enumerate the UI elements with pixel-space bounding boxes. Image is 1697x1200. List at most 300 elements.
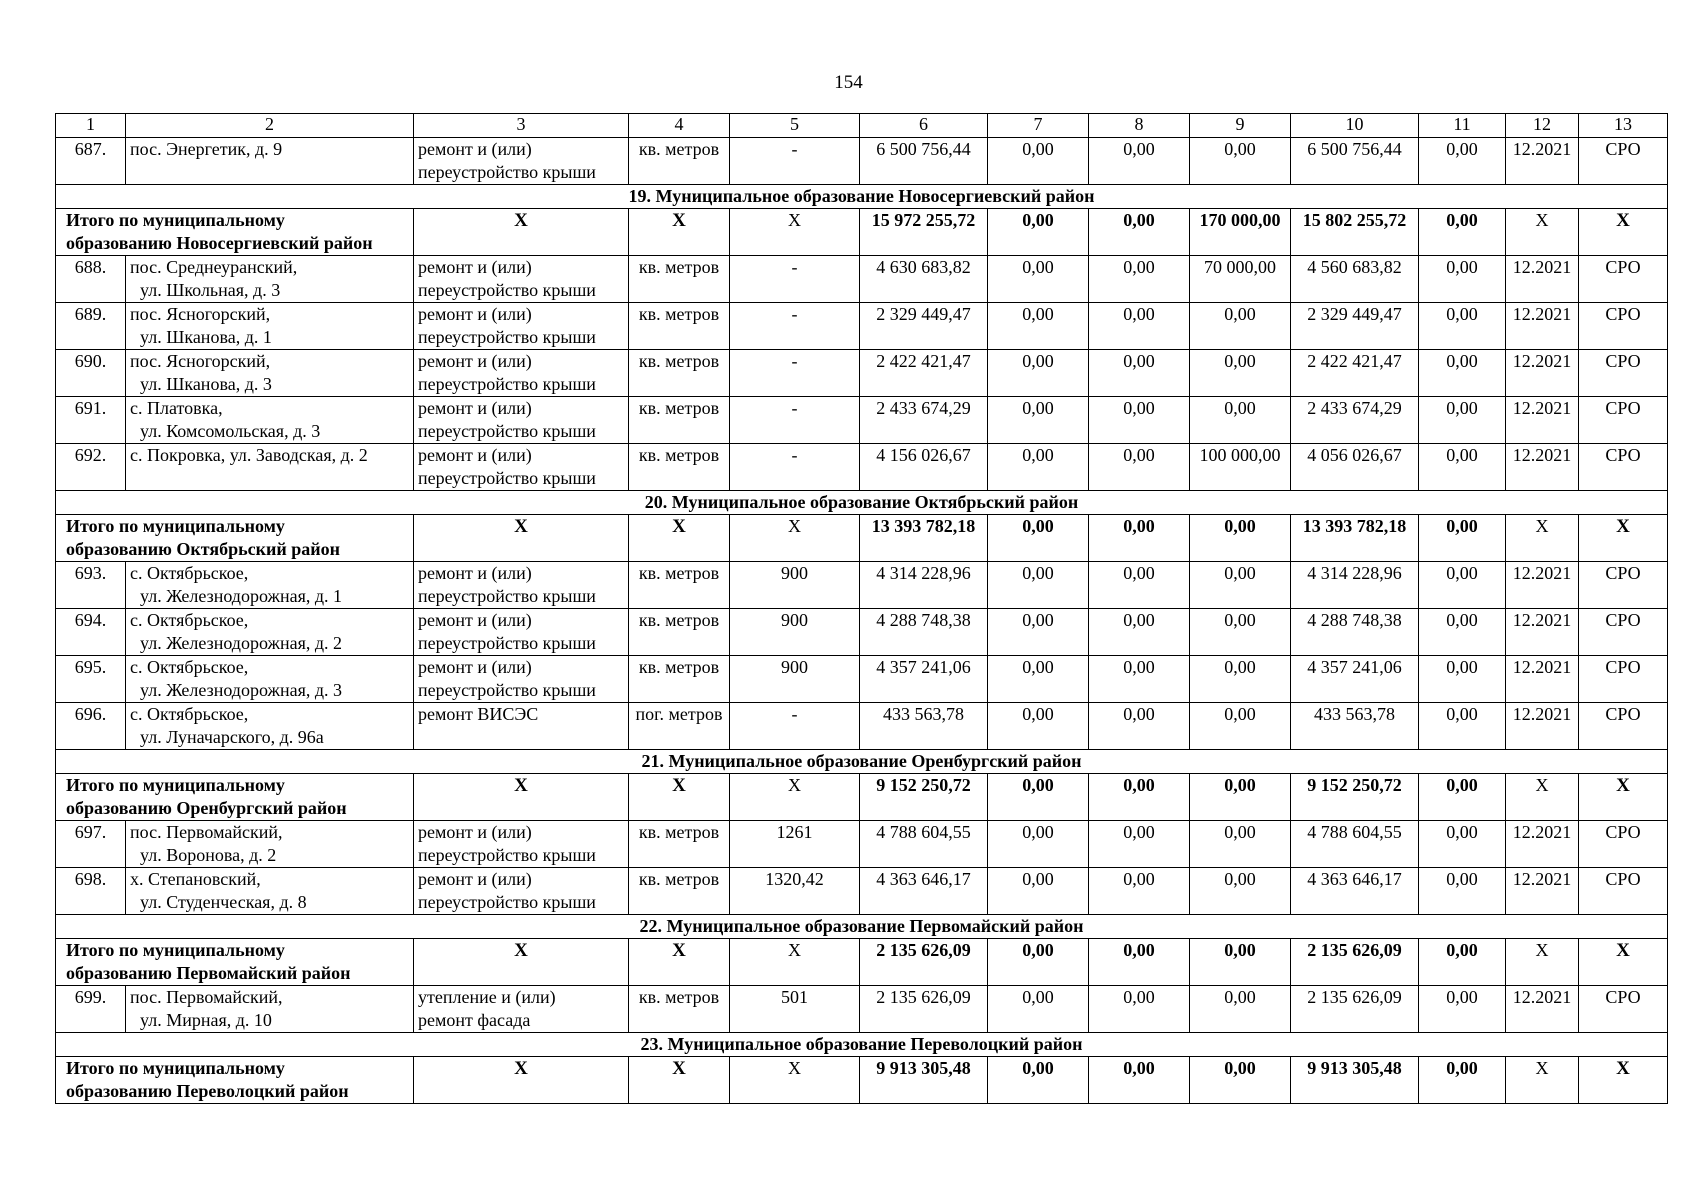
subtotal-volume: Х bbox=[730, 515, 860, 562]
volume-cell: 900 bbox=[730, 609, 860, 656]
volume-cell: - bbox=[730, 138, 860, 185]
deadline-cell: 12.2021 bbox=[1506, 986, 1579, 1033]
work-type-cell bbox=[414, 868, 629, 915]
work-type-line: переустройство крыши bbox=[418, 633, 596, 653]
subtotal-cost-col9: 0,00 bbox=[1190, 515, 1291, 562]
row-number: 697. bbox=[56, 821, 126, 868]
unit-cell: кв. метров bbox=[629, 821, 730, 868]
work-type-line: переустройство крыши bbox=[418, 845, 596, 865]
total-cost-cell: 4 363 646,17 bbox=[860, 868, 988, 915]
subtotal-cost-col11: 0,00 bbox=[1419, 1057, 1506, 1104]
cost-col9-cell: 0,00 bbox=[1190, 609, 1291, 656]
work-type-line: переустройство крыши bbox=[418, 374, 596, 394]
work-type-cell bbox=[414, 256, 629, 303]
subtotal-total-cost: 15 972 255,72 bbox=[860, 209, 988, 256]
section-title: 19. Муниципальное образование Новосергиевский район bbox=[56, 185, 1668, 209]
table-row bbox=[56, 656, 1668, 703]
subtotal-volume: Х bbox=[730, 1057, 860, 1104]
subtotal-label-line: образованию Октябрьский район bbox=[66, 539, 341, 559]
work-type-line: переустройство крыши bbox=[418, 892, 596, 912]
cost-col10-cell: 2 422 421,47 bbox=[1291, 350, 1419, 397]
work-type-line: переустройство крыши bbox=[418, 421, 596, 441]
cost-col9-cell: 0,00 bbox=[1190, 868, 1291, 915]
subtotal-volume: Х bbox=[730, 209, 860, 256]
address-cell bbox=[126, 986, 414, 1033]
cost-col10-cell: 6 500 756,44 bbox=[1291, 138, 1419, 185]
cost-col11-cell: 0,00 bbox=[1419, 986, 1506, 1033]
cost-col7-cell: 0,00 bbox=[988, 986, 1089, 1033]
subtotal-label-line: Итого по муниципальному bbox=[66, 516, 285, 536]
subtotal-total-cost: 2 135 626,09 bbox=[860, 939, 988, 986]
unit-cell: кв. метров bbox=[629, 138, 730, 185]
table-row bbox=[56, 256, 1668, 303]
subtotal-cost-col8: 0,00 bbox=[1089, 774, 1190, 821]
subtotal-cost-col8: 0,00 bbox=[1089, 1057, 1190, 1104]
table-row bbox=[56, 868, 1668, 915]
cost-col9-cell: 100 000,00 bbox=[1190, 444, 1291, 491]
cost-col8-cell: 0,00 bbox=[1089, 656, 1190, 703]
subtotal-cost-col8: 0,00 bbox=[1089, 209, 1190, 256]
address-cell bbox=[126, 350, 414, 397]
work-type-cell bbox=[414, 609, 629, 656]
volume-cell: 1320,42 bbox=[730, 868, 860, 915]
cost-col7-cell: 0,00 bbox=[988, 444, 1089, 491]
subtotal-work-type: Х bbox=[414, 939, 629, 986]
cost-col8-cell: 0,00 bbox=[1089, 868, 1190, 915]
unit-cell: кв. метров bbox=[629, 562, 730, 609]
work-type-line: ремонт и (или) bbox=[418, 139, 532, 159]
row-number: 696. bbox=[56, 703, 126, 750]
work-type-line: ремонт и (или) bbox=[418, 398, 532, 418]
cost-col10-cell: 2 433 674,29 bbox=[1291, 397, 1419, 444]
cost-col7-cell: 0,00 bbox=[988, 656, 1089, 703]
subtotal-cost-col10: 9 152 250,72 bbox=[1291, 774, 1419, 821]
row-number: 695. bbox=[56, 656, 126, 703]
deadline-cell: 12.2021 bbox=[1506, 609, 1579, 656]
unit-cell: кв. метров bbox=[629, 397, 730, 444]
total-cost-cell: 2 433 674,29 bbox=[860, 397, 988, 444]
row-number: 692. bbox=[56, 444, 126, 491]
cost-col11-cell: 0,00 bbox=[1419, 562, 1506, 609]
section-header-row bbox=[56, 915, 1668, 939]
method-cell: СРО bbox=[1579, 303, 1668, 350]
cost-col9-cell: 0,00 bbox=[1190, 303, 1291, 350]
subtotal-label-line: образованию Первомайский район bbox=[66, 963, 351, 983]
header-cell: 10 bbox=[1291, 114, 1419, 138]
cost-col9-cell: 0,00 bbox=[1190, 821, 1291, 868]
address-cell bbox=[126, 562, 414, 609]
address-line: ул. Комсомольская, д. 3 bbox=[140, 421, 321, 441]
work-type-cell bbox=[414, 303, 629, 350]
method-cell: СРО bbox=[1579, 868, 1668, 915]
unit-cell: кв. метров bbox=[629, 868, 730, 915]
volume-cell: 1261 bbox=[730, 821, 860, 868]
section-header-row bbox=[56, 750, 1668, 774]
work-type-cell bbox=[414, 656, 629, 703]
cost-col8-cell: 0,00 bbox=[1089, 609, 1190, 656]
address-line: пос. Ясногорский, bbox=[130, 304, 271, 324]
subtotal-work-type: Х bbox=[414, 1057, 629, 1104]
work-type-line: ремонт ВИСЭС bbox=[418, 704, 539, 724]
deadline-cell: 12.2021 bbox=[1506, 821, 1579, 868]
subtotal-deadline: Х bbox=[1506, 939, 1579, 986]
address-cell bbox=[126, 821, 414, 868]
subtotal-label bbox=[56, 515, 414, 562]
method-cell: СРО bbox=[1579, 821, 1668, 868]
cost-col8-cell: 0,00 bbox=[1089, 821, 1190, 868]
subtotal-cost-col8: 0,00 bbox=[1089, 939, 1190, 986]
volume-cell: - bbox=[730, 444, 860, 491]
total-cost-cell: 4 788 604,55 bbox=[860, 821, 988, 868]
method-cell: СРО bbox=[1579, 986, 1668, 1033]
unit-cell: кв. метров bbox=[629, 986, 730, 1033]
work-type-cell bbox=[414, 821, 629, 868]
subtotal-cost-col10: 15 802 255,72 bbox=[1291, 209, 1419, 256]
work-type-line: ремонт и (или) bbox=[418, 257, 532, 277]
subtotal-unit: Х bbox=[629, 939, 730, 986]
total-cost-cell: 4 288 748,38 bbox=[860, 609, 988, 656]
subtotal-label-line: Итого по муниципальному bbox=[66, 1058, 285, 1078]
subtotal-cost-col10: 2 135 626,09 bbox=[1291, 939, 1419, 986]
subtotal-cost-col7: 0,00 bbox=[988, 515, 1089, 562]
subtotal-cost-col9: 0,00 bbox=[1190, 939, 1291, 986]
volume-cell: 501 bbox=[730, 986, 860, 1033]
subtotal-method: Х bbox=[1579, 515, 1668, 562]
volume-cell: - bbox=[730, 256, 860, 303]
cost-col8-cell: 0,00 bbox=[1089, 703, 1190, 750]
header-cell: 13 bbox=[1579, 114, 1668, 138]
total-cost-cell: 2 329 449,47 bbox=[860, 303, 988, 350]
deadline-cell: 12.2021 bbox=[1506, 350, 1579, 397]
subtotal-method: Х bbox=[1579, 939, 1668, 986]
unit-cell: кв. метров bbox=[629, 656, 730, 703]
work-type-cell bbox=[414, 350, 629, 397]
deadline-cell: 12.2021 bbox=[1506, 868, 1579, 915]
cost-col7-cell: 0,00 bbox=[988, 868, 1089, 915]
volume-cell: - bbox=[730, 350, 860, 397]
subtotal-method: Х bbox=[1579, 774, 1668, 821]
subtotal-deadline: Х bbox=[1506, 1057, 1579, 1104]
address-cell bbox=[126, 138, 414, 185]
subtotal-label bbox=[56, 1057, 414, 1104]
subtotal-label bbox=[56, 774, 414, 821]
cost-col7-cell: 0,00 bbox=[988, 562, 1089, 609]
subtotal-cost-col7: 0,00 bbox=[988, 774, 1089, 821]
address-line: с. Октябрьское, bbox=[130, 704, 249, 724]
cost-col11-cell: 0,00 bbox=[1419, 303, 1506, 350]
page-number: 154 bbox=[834, 72, 863, 93]
cost-col7-cell: 0,00 bbox=[988, 397, 1089, 444]
address-cell bbox=[126, 397, 414, 444]
total-cost-cell: 4 357 241,06 bbox=[860, 656, 988, 703]
header-cell: 7 bbox=[988, 114, 1089, 138]
subtotal-label-line: Итого по муниципальному bbox=[66, 775, 285, 795]
row-number: 698. bbox=[56, 868, 126, 915]
cost-col10-cell: 4 560 683,82 bbox=[1291, 256, 1419, 303]
work-type-line: переустройство крыши bbox=[418, 162, 596, 182]
table-row bbox=[56, 986, 1668, 1033]
work-type-line: ремонт и (или) bbox=[418, 563, 532, 583]
work-type-line: ремонт и (или) bbox=[418, 869, 532, 889]
address-line: ул. Шканова, д. 3 bbox=[140, 374, 272, 394]
header-cell: 3 bbox=[414, 114, 629, 138]
table-row bbox=[56, 303, 1668, 350]
subtotal-total-cost: 13 393 782,18 bbox=[860, 515, 988, 562]
subtotal-unit: Х bbox=[629, 209, 730, 256]
subtotal-label bbox=[56, 939, 414, 986]
address-line: ул. Железнодорожная, д. 1 bbox=[140, 586, 343, 606]
row-number: 688. bbox=[56, 256, 126, 303]
volume-cell: - bbox=[730, 303, 860, 350]
row-number: 693. bbox=[56, 562, 126, 609]
total-cost-cell: 4 314 228,96 bbox=[860, 562, 988, 609]
subtotal-unit: Х bbox=[629, 774, 730, 821]
unit-cell: пог. метров bbox=[629, 703, 730, 750]
work-type-cell bbox=[414, 444, 629, 491]
subtotal-deadline: Х bbox=[1506, 774, 1579, 821]
method-cell: СРО bbox=[1579, 656, 1668, 703]
work-type-line: переустройство крыши bbox=[418, 680, 596, 700]
subtotal-work-type: Х bbox=[414, 209, 629, 256]
address-line: ул. Железнодорожная, д. 3 bbox=[140, 680, 343, 700]
subtotal-row bbox=[56, 515, 1668, 562]
work-type-cell bbox=[414, 562, 629, 609]
section-header-row bbox=[56, 1033, 1668, 1057]
header-cell: 4 bbox=[629, 114, 730, 138]
table-row bbox=[56, 138, 1668, 185]
section-title: 23. Муниципальное образование Переволоцкий район bbox=[56, 1033, 1668, 1057]
cost-col10-cell: 4 314 228,96 bbox=[1291, 562, 1419, 609]
subtotal-total-cost: 9 152 250,72 bbox=[860, 774, 988, 821]
subtotal-row bbox=[56, 209, 1668, 256]
total-cost-cell: 4 630 683,82 bbox=[860, 256, 988, 303]
subtotal-cost-col10: 13 393 782,18 bbox=[1291, 515, 1419, 562]
work-type-cell bbox=[414, 703, 629, 750]
row-number: 689. bbox=[56, 303, 126, 350]
address-line: пос. Ясногорский, bbox=[130, 351, 271, 371]
subtotal-row bbox=[56, 1057, 1668, 1104]
column-number-header bbox=[56, 114, 1668, 138]
section-header-row bbox=[56, 185, 1668, 209]
method-cell: СРО bbox=[1579, 562, 1668, 609]
cost-col10-cell: 4 056 026,67 bbox=[1291, 444, 1419, 491]
volume-cell: 900 bbox=[730, 562, 860, 609]
total-cost-cell: 433 563,78 bbox=[860, 703, 988, 750]
address-line: с. Октябрьское, bbox=[130, 657, 249, 677]
address-line: ул. Луначарского, д. 96а bbox=[140, 727, 324, 747]
subtotal-total-cost: 9 913 305,48 bbox=[860, 1057, 988, 1104]
work-type-line: переустройство крыши bbox=[418, 327, 596, 347]
cost-col9-cell: 0,00 bbox=[1190, 138, 1291, 185]
unit-cell: кв. метров bbox=[629, 350, 730, 397]
method-cell: СРО bbox=[1579, 609, 1668, 656]
subtotal-work-type: Х bbox=[414, 774, 629, 821]
address-cell bbox=[126, 703, 414, 750]
subtotal-cost-col11: 0,00 bbox=[1419, 209, 1506, 256]
address-line: ул. Воронова, д. 2 bbox=[140, 845, 277, 865]
work-type-line: переустройство крыши bbox=[418, 280, 596, 300]
work-type-line: ремонт и (или) bbox=[418, 610, 532, 630]
total-cost-cell: 2 135 626,09 bbox=[860, 986, 988, 1033]
table-row bbox=[56, 703, 1668, 750]
cost-col8-cell: 0,00 bbox=[1089, 986, 1190, 1033]
work-type-cell bbox=[414, 138, 629, 185]
deadline-cell: 12.2021 bbox=[1506, 444, 1579, 491]
subtotal-row bbox=[56, 939, 1668, 986]
subtotal-label-line: образованию Переволоцкий район bbox=[66, 1081, 349, 1101]
subtotal-label-line: Итого по муниципальному bbox=[66, 210, 285, 230]
method-cell: СРО bbox=[1579, 138, 1668, 185]
subtotal-label-line: образованию Оренбургский район bbox=[66, 798, 347, 818]
address-cell bbox=[126, 609, 414, 656]
total-cost-cell: 4 156 026,67 bbox=[860, 444, 988, 491]
work-type-cell bbox=[414, 986, 629, 1033]
subtotal-cost-col8: 0,00 bbox=[1089, 515, 1190, 562]
table-row bbox=[56, 609, 1668, 656]
deadline-cell: 12.2021 bbox=[1506, 562, 1579, 609]
method-cell: СРО bbox=[1579, 397, 1668, 444]
method-cell: СРО bbox=[1579, 350, 1668, 397]
address-line: пос. Среднеуранский, bbox=[130, 257, 298, 277]
deadline-cell: 12.2021 bbox=[1506, 656, 1579, 703]
work-type-line: ремонт и (или) bbox=[418, 657, 532, 677]
volume-cell: - bbox=[730, 703, 860, 750]
table-body bbox=[56, 114, 1668, 1104]
address-cell bbox=[126, 656, 414, 703]
deadline-cell: 12.2021 bbox=[1506, 703, 1579, 750]
cost-col11-cell: 0,00 bbox=[1419, 350, 1506, 397]
subtotal-cost-col9: 170 000,00 bbox=[1190, 209, 1291, 256]
cost-col8-cell: 0,00 bbox=[1089, 303, 1190, 350]
cost-col10-cell: 4 788 604,55 bbox=[1291, 821, 1419, 868]
cost-col8-cell: 0,00 bbox=[1089, 444, 1190, 491]
unit-cell: кв. метров bbox=[629, 444, 730, 491]
address-cell bbox=[126, 303, 414, 350]
address-line: ул. Школьная, д. 3 bbox=[140, 280, 281, 300]
header-cell: 5 bbox=[730, 114, 860, 138]
address-line: пос. Энергетик, д. 9 bbox=[130, 139, 283, 159]
deadline-cell: 12.2021 bbox=[1506, 138, 1579, 185]
cost-col8-cell: 0,00 bbox=[1089, 138, 1190, 185]
cost-col9-cell: 0,00 bbox=[1190, 703, 1291, 750]
deadline-cell: 12.2021 bbox=[1506, 397, 1579, 444]
unit-cell: кв. метров bbox=[629, 609, 730, 656]
subtotal-cost-col9: 0,00 bbox=[1190, 774, 1291, 821]
work-type-line: переустройство крыши bbox=[418, 468, 596, 488]
method-cell: СРО bbox=[1579, 703, 1668, 750]
cost-col10-cell: 4 357 241,06 bbox=[1291, 656, 1419, 703]
header-cell: 1 bbox=[56, 114, 126, 138]
address-line: ул. Железнодорожная, д. 2 bbox=[140, 633, 343, 653]
cost-col7-cell: 0,00 bbox=[988, 256, 1089, 303]
subtotal-label bbox=[56, 209, 414, 256]
total-cost-cell: 6 500 756,44 bbox=[860, 138, 988, 185]
address-line: пос. Первомайский, bbox=[130, 822, 283, 842]
subtotal-deadline: Х bbox=[1506, 209, 1579, 256]
cost-col9-cell: 70 000,00 bbox=[1190, 256, 1291, 303]
cost-col11-cell: 0,00 bbox=[1419, 256, 1506, 303]
cost-col7-cell: 0,00 bbox=[988, 703, 1089, 750]
cost-col10-cell: 433 563,78 bbox=[1291, 703, 1419, 750]
section-title: 20. Муниципальное образование Октябрьский район bbox=[56, 491, 1668, 515]
cost-col8-cell: 0,00 bbox=[1089, 256, 1190, 303]
address-line: пос. Первомайский, bbox=[130, 987, 283, 1007]
header-cell: 9 bbox=[1190, 114, 1291, 138]
cost-col7-cell: 0,00 bbox=[988, 350, 1089, 397]
subtotal-cost-col10: 9 913 305,48 bbox=[1291, 1057, 1419, 1104]
subtotal-work-type: Х bbox=[414, 515, 629, 562]
header-cell: 12 bbox=[1506, 114, 1579, 138]
cost-col7-cell: 0,00 bbox=[988, 303, 1089, 350]
address-line: ул. Студенческая, д. 8 bbox=[140, 892, 307, 912]
subtotal-deadline: Х bbox=[1506, 515, 1579, 562]
subtotal-label-line: Итого по муниципальному bbox=[66, 940, 285, 960]
subtotal-cost-col11: 0,00 bbox=[1419, 774, 1506, 821]
address-cell bbox=[126, 868, 414, 915]
row-number: 694. bbox=[56, 609, 126, 656]
cost-col9-cell: 0,00 bbox=[1190, 562, 1291, 609]
work-type-line: ремонт и (или) bbox=[418, 304, 532, 324]
cost-col7-cell: 0,00 bbox=[988, 138, 1089, 185]
total-cost-cell: 2 422 421,47 bbox=[860, 350, 988, 397]
cost-col11-cell: 0,00 bbox=[1419, 138, 1506, 185]
subtotal-cost-col7: 0,00 bbox=[988, 1057, 1089, 1104]
unit-cell: кв. метров bbox=[629, 256, 730, 303]
row-number: 687. bbox=[56, 138, 126, 185]
capital-repair-table bbox=[55, 113, 1668, 1104]
section-title: 21. Муниципальное образование Оренбургский район bbox=[56, 750, 1668, 774]
cost-col7-cell: 0,00 bbox=[988, 609, 1089, 656]
address-line: с. Платовка, bbox=[130, 398, 223, 418]
work-type-line: ремонт фасада bbox=[418, 1010, 531, 1030]
header-cell: 2 bbox=[126, 114, 414, 138]
table-row bbox=[56, 821, 1668, 868]
address-line: с. Покровка, ул. Заводская, д. 2 bbox=[130, 445, 368, 465]
cost-col9-cell: 0,00 bbox=[1190, 397, 1291, 444]
cost-col9-cell: 0,00 bbox=[1190, 350, 1291, 397]
address-line: с. Октябрьское, bbox=[130, 610, 249, 630]
subtotal-cost-col11: 0,00 bbox=[1419, 515, 1506, 562]
section-title: 22. Муниципальное образование Первомайский район bbox=[56, 915, 1668, 939]
cost-col11-cell: 0,00 bbox=[1419, 444, 1506, 491]
header-cell: 11 bbox=[1419, 114, 1506, 138]
row-number: 691. bbox=[56, 397, 126, 444]
cost-col11-cell: 0,00 bbox=[1419, 609, 1506, 656]
cost-col10-cell: 4 288 748,38 bbox=[1291, 609, 1419, 656]
method-cell: СРО bbox=[1579, 256, 1668, 303]
cost-col8-cell: 0,00 bbox=[1089, 562, 1190, 609]
cost-col11-cell: 0,00 bbox=[1419, 397, 1506, 444]
cost-col9-cell: 0,00 bbox=[1190, 986, 1291, 1033]
cost-col11-cell: 0,00 bbox=[1419, 821, 1506, 868]
address-cell bbox=[126, 444, 414, 491]
address-line: х. Степановский, bbox=[130, 869, 261, 889]
section-header-row bbox=[56, 491, 1668, 515]
cost-col11-cell: 0,00 bbox=[1419, 656, 1506, 703]
subtotal-cost-col7: 0,00 bbox=[988, 939, 1089, 986]
address-line: с. Октябрьское, bbox=[130, 563, 249, 583]
address-line: ул. Мирная, д. 10 bbox=[140, 1010, 272, 1030]
table-row bbox=[56, 397, 1668, 444]
work-type-line: ремонт и (или) bbox=[418, 351, 532, 371]
cost-col10-cell: 2 135 626,09 bbox=[1291, 986, 1419, 1033]
row-number: 690. bbox=[56, 350, 126, 397]
volume-cell: - bbox=[730, 397, 860, 444]
subtotal-unit: Х bbox=[629, 515, 730, 562]
table-row bbox=[56, 350, 1668, 397]
deadline-cell: 12.2021 bbox=[1506, 256, 1579, 303]
cost-col10-cell: 4 363 646,17 bbox=[1291, 868, 1419, 915]
